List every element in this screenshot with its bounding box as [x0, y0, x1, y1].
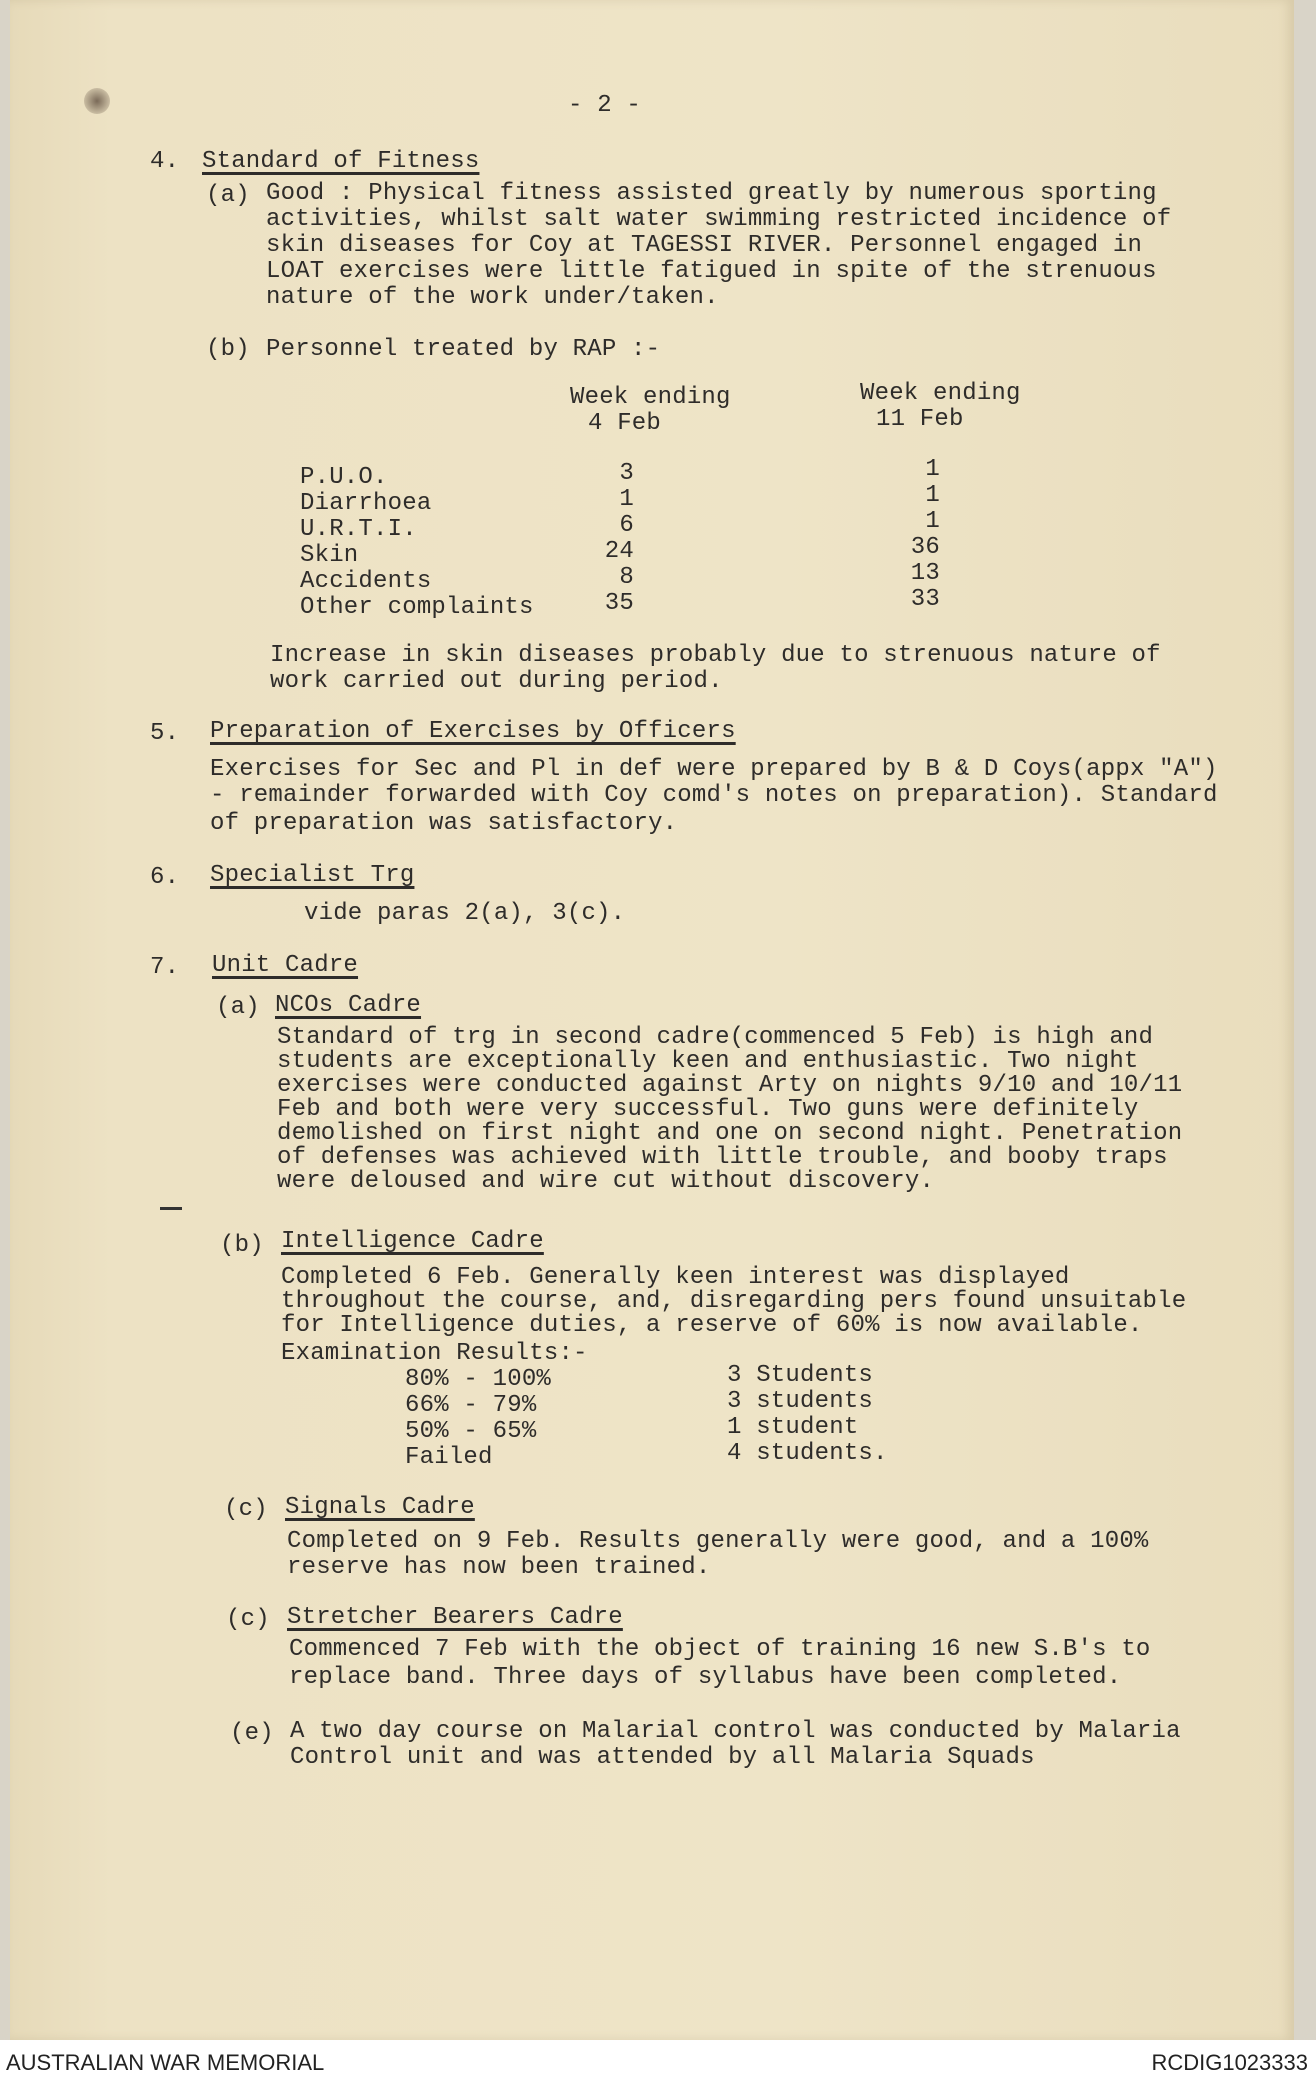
s7-b-line: throughout the course, and, disregarding pers found unsuitable	[281, 1288, 1187, 1315]
s4-b-text: Personnel treated by RAP :-	[266, 336, 661, 363]
row-label: U.R.T.I.	[300, 516, 417, 543]
table-col1-header: Week ending	[570, 384, 731, 411]
exam-count: 3 students	[727, 1388, 874, 1415]
s4-note-line: work carried out during period.	[270, 668, 723, 695]
s7-a-line: were deloused and wire cut without discovery.	[277, 1168, 935, 1195]
table-col2-header: 11 Feb	[876, 406, 964, 433]
s5-line: of preparation was satisfactory.	[210, 810, 678, 837]
s4-b-label: (b)	[206, 336, 250, 363]
row-value-4feb: 3	[619, 460, 634, 487]
row-value-11feb: 1	[925, 508, 940, 535]
section-5-heading: Preparation of Exercises by Officers	[210, 718, 736, 745]
row-value-11feb: 33	[910, 586, 940, 613]
paper-stain	[84, 88, 110, 114]
s7-a-heading: NCOs Cadre	[275, 992, 422, 1019]
s7-b-line: Examination Results:-	[281, 1340, 588, 1367]
s4-a-line: nature of the work under/taken.	[266, 284, 719, 311]
row-value-4feb: 24	[604, 538, 634, 565]
s7-e-line: A two day course on Malarial control was conducted by Malaria	[290, 1718, 1181, 1745]
exam-count: 3 Students	[727, 1362, 874, 1389]
row-value-4feb: 1	[619, 486, 634, 513]
s4-a-line: skin diseases for Coy at TAGESSI RIVER. Personnel engaged in	[266, 232, 1143, 259]
row-value-11feb: 13	[910, 560, 940, 587]
row-value-11feb: 36	[910, 534, 940, 561]
s7-c-label: (c)	[224, 1496, 268, 1523]
section-4-heading: Standard of Fitness	[202, 148, 480, 175]
section-7-number: 7.	[150, 954, 180, 981]
s7-a-line: Standard of trg in second cadre(commenced 5 Feb) is high and	[277, 1024, 1154, 1051]
s7-a-line: Feb and both were very successful. Two guns were definitely	[277, 1096, 1139, 1123]
s7-e-label: (e)	[230, 1720, 274, 1747]
section-6-heading: Specialist Trg	[210, 862, 415, 889]
exam-range: 50% - 65%	[405, 1418, 537, 1445]
s5-line: - remainder forwarded with Coy comd's notes on preparation). Standard	[210, 782, 1218, 809]
section-6-number: 6.	[150, 864, 180, 891]
exam-range: 80% - 100%	[405, 1366, 552, 1393]
s7-b-label: (b)	[220, 1232, 264, 1259]
s7-c-line: Completed on 9 Feb. Results generally were good, and a 100%	[287, 1528, 1149, 1555]
s7-b-line: for Intelligence duties, a reserve of 60% is now available.	[281, 1312, 1143, 1339]
s5-line: Exercises for Sec and Pl in def were prepared by B & D Coys(appx "A")	[210, 756, 1218, 783]
row-label: P.U.O.	[300, 464, 388, 491]
section-4-number: 4.	[150, 148, 180, 175]
exam-count: 1 student	[727, 1414, 859, 1441]
table-col2-header: Week ending	[860, 380, 1021, 407]
row-label: Other complaints	[300, 594, 534, 621]
s7-d-line: Commenced 7 Feb with the object of training 16 new S.B's to	[289, 1636, 1151, 1663]
page-number: - 2 -	[568, 92, 642, 119]
s7-d-heading: Stretcher Bearers Cadre	[287, 1604, 623, 1631]
row-value-11feb: 1	[925, 456, 940, 483]
s6-text: vide paras 2(a), 3(c).	[304, 900, 626, 927]
row-value-4feb: 35	[604, 590, 634, 617]
s7-c-heading: Signals Cadre	[285, 1494, 475, 1521]
s7-e-line: Control unit and was attended by all Malaria Squads	[290, 1744, 1035, 1771]
footer-id: RCDIG1023333	[1151, 2050, 1308, 2075]
s7-a-line: exercises were conducted against Arty on nights 9/10 and 10/11	[277, 1072, 1183, 1099]
exam-count: 4 students.	[727, 1440, 888, 1467]
s4-a-label: (a)	[206, 182, 250, 209]
s4-note-line: Increase in skin diseases probably due to strenuous nature of	[270, 642, 1161, 669]
footer-source: AUSTRALIAN WAR MEMORIAL	[6, 2050, 325, 2075]
s7-a-line: of defenses was achieved with little trouble, and booby traps	[277, 1144, 1168, 1171]
s7-d-line: replace band. Three days of syllabus have been completed.	[289, 1664, 1122, 1691]
row-label: Skin	[300, 542, 359, 569]
section-7-heading: Unit Cadre	[212, 952, 359, 979]
s7-a-label: (a)	[216, 994, 260, 1021]
s7-a-line: demolished on first night and one on second night. Penetration	[277, 1120, 1183, 1147]
exam-range: Failed	[405, 1444, 493, 1471]
row-value-11feb: 1	[925, 482, 940, 509]
s7-b-line: Completed 6 Feb. Generally keen interest was displayed	[281, 1264, 1070, 1291]
s4-a-line: LOAT exercises were little fatigued in spite of the strenuous	[266, 258, 1157, 285]
row-value-4feb: 6	[619, 512, 634, 539]
table-col1-header: 4 Feb	[588, 410, 662, 437]
row-label: Accidents	[300, 568, 432, 595]
s7-c-line: reserve has now been trained.	[287, 1554, 711, 1581]
s7-b-heading: Intelligence Cadre	[281, 1228, 544, 1255]
exam-range: 66% - 79%	[405, 1392, 537, 1419]
s7-d-label: (c)	[226, 1606, 270, 1633]
row-value-4feb: 8	[619, 564, 634, 591]
row-label: Diarrhoea	[300, 490, 432, 517]
margin-mark	[160, 1207, 182, 1210]
s7-a-line: students are exceptionally keen and enthusiastic. Two night	[277, 1048, 1139, 1075]
s4-a-line: Good : Physical fitness assisted greatly by numerous sporting	[266, 180, 1157, 207]
s4-a-line: activities, whilst salt water swimming restricted incidence of	[266, 206, 1172, 233]
section-5-number: 5.	[150, 720, 180, 747]
